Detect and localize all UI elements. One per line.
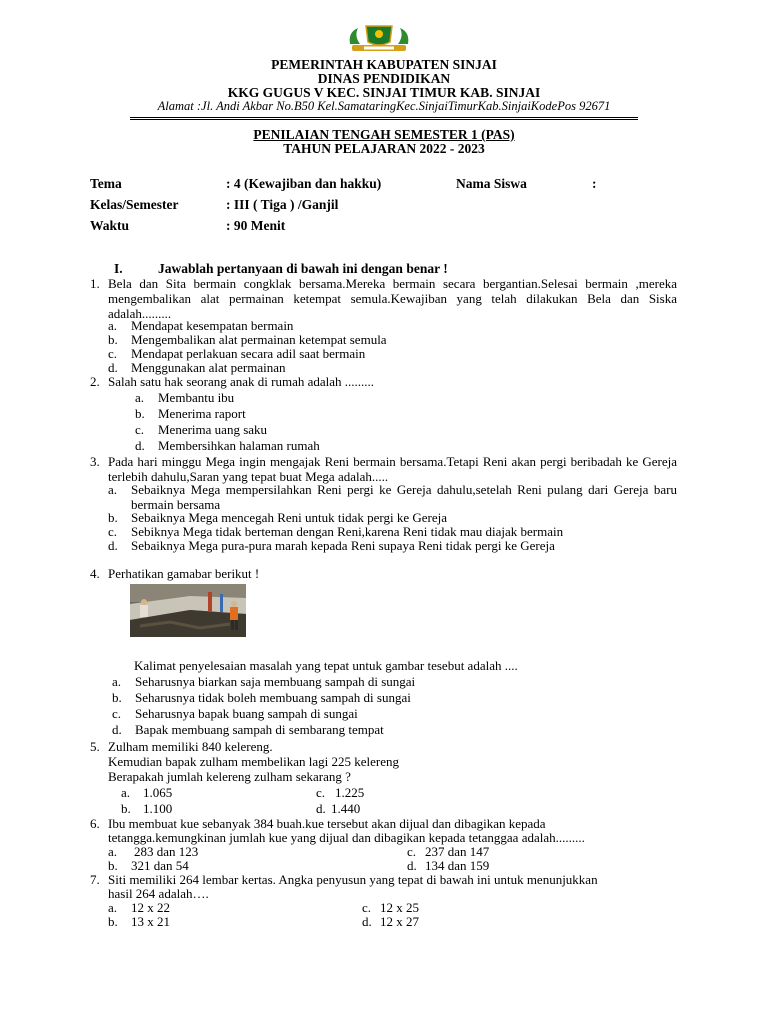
q2-opt-b: Menerima raport [158,406,246,421]
q7-opt-b: 13 x 21 [131,914,170,929]
q2-opt-d: Membersihkan halaman rumah [158,438,320,453]
q6-opt-a-key: a. [108,844,118,859]
q1-opt-c-key: c. [108,346,118,361]
q7-opt-b-key: b. [108,914,118,929]
q6-number: 6. [90,816,100,831]
kop-line-1: PEMERINTAH KABUPATEN SINJAI [271,57,497,72]
q2-opt-d-key: d. [135,438,145,453]
q4-opt-c-key: c. [112,706,122,721]
q5-opt-c-key: c. [316,785,326,800]
q1-opt-d: Menggunakan alat permainan [131,360,286,375]
q3-opt-a: Sebaiknya Mega mempersilahkan Reni pergi ke Gereja dahulu,setelah Reni pulang dari Gereja baru bermain bersama [131,482,677,512]
q3-opt-b: Sebaiknya Mega mencegah Reni untuk tidak pergi ke Gereja [131,510,447,525]
kop-address: Alamat :Jl. Andi Akbar No.B50 Kel.SamataringKec.SinjaiTimurKab.SinjaiKodePos 92671 [157,99,611,113]
q6-opt-b: 321 dan 54 [131,858,189,873]
kop-divider [130,117,638,120]
q4-opt-d: Bapak membuang sampah di sembarang tempat [135,722,384,737]
q2-number: 2. [90,374,100,389]
q1-opt-a-key: a. [108,318,118,333]
q7-opt-c: 12 x 25 [380,900,419,915]
q7-opt-a-key: a. [108,900,118,915]
q7-line-1: Siti memiliki 264 lembar kertas. Angka penyusun yang tepat di bawah ini untuk menunjukkan [108,872,598,887]
nama-siswa-label: Nama Siswa [456,176,527,191]
q5-opt-a: 1.065 [143,785,173,800]
q3-opt-b-key: b. [108,510,118,525]
tema-value: : 4 (Kewajiban dan hakku) [226,176,382,191]
q4-number: 4. [90,566,100,581]
q5-opt-b-key: b. [121,801,131,816]
q5-number: 5. [90,739,100,754]
q4-opt-a-key: a. [112,674,122,689]
q5-opt-a-key: a. [121,785,131,800]
section-number: I. [114,261,123,276]
kop-line-2: DINAS PENDIDIKAN [317,71,451,86]
tema-label: Tema [90,176,122,191]
q3-opt-d-key: d. [108,538,118,553]
q2-opt-b-key: b. [135,406,145,421]
section-title: Jawablah pertanyaan di bawah ini dengan benar ! [158,261,448,276]
q2-opt-c-key: c. [135,422,145,437]
q1-opt-d-key: d. [108,360,118,375]
q4-prompt: Kalimat penyelesaian masalah yang tepat untuk gambar tesebut adalah .... [134,658,518,673]
q1-number: 1. [90,276,100,291]
q4-opt-d-key: d. [112,722,122,737]
q6-opt-a: 283 dan 123 [134,844,199,859]
q5-line-3: Berapakah jumlah kelereng zulham sekarang ? [108,769,351,784]
q1-opt-b-key: b. [108,332,118,347]
q6-opt-d-key: d. [407,858,417,873]
q7-opt-a: 12 x 22 [131,900,170,915]
q2-opt-a: Membantu ibu [158,390,235,405]
q6-line-2: tetangga.kemungkinan jumlah kue yang dijual dan dibagikan kepada tetanggaa adalah......... [108,830,585,845]
q2-text: Salah satu hak seorang anak di rumah adalah ......... [108,374,375,389]
waktu-value: : 90 Menit [226,218,286,233]
q2-opt-c: Menerima uang saku [158,422,268,437]
q6-opt-b-key: b. [108,858,118,873]
regency-logo [344,24,414,54]
q6-line-1: Ibu membuat kue sebanyak 384 buah.kue tersebut akan dijual dan dibagikan kepada [108,816,546,831]
q3-opt-c: Sebiknya Mega tidak berteman dengan Reni,karena Reni tidak mau diajak bermain [131,524,564,539]
q5-line-1: Zulham memiliki 840 kelereng. [108,739,273,754]
exam-year: TAHUN PELAJARAN 2022 - 2023 [283,141,485,156]
waktu-label: Waktu [90,218,130,233]
q1-text: Bela dan Sita bermain congklak bersama.Mereka bermain secara bergantian.Selesai bermain ,mereka mengembalikan alat permainan ketempat semula.Kewajiban yang telah dilakukan Bela dan Siska adalah......... [108,276,677,321]
q2-opt-a-key: a. [135,390,145,405]
q7-opt-d-key: d. [362,914,372,929]
kop-line-3: KKG GUGUS V KEC. SINJAI TIMUR KAB. SINJAI [227,85,541,100]
q4-opt-b: Seharusnya tidak boleh membuang sampah di sungai [135,690,411,705]
kelas-value: : III ( Tiga ) /Ganjil [226,197,339,212]
q7-opt-d: 12 x 27 [380,914,419,929]
river-trash-photo [130,584,246,637]
q6-opt-c-key: c. [407,844,417,859]
q1-opt-b: Mengembalikan alat permainan ketempat semula [131,332,387,347]
q5-opt-b: 1.100 [143,801,173,816]
q1-opt-a: Mendapat kesempatan bermain [131,318,294,333]
q1-opt-c: Mendapat perlakuan secara adil saat bermain [131,346,366,361]
q5-opt-d: 1.440 [331,801,361,816]
q5-line-2: Kemudian bapak zulham membelikan lagi 225 kelereng [108,754,399,769]
q3-text: Pada hari minggu Mega ingin mengajak Reni bermain bersama.Tetapi Reni akan pergi beribadah ke Gereja terlebih dahulu,Saran yang tepat buat Mega adalah..... [108,454,677,484]
q4-text: Perhatikan gamabar berikut ! [108,566,260,581]
q6-opt-d: 134 dan 159 [425,858,490,873]
q4-opt-a: Seharusnya biarkan saja membuang sampah di sungai [135,674,416,689]
q3-number: 3. [90,454,100,469]
kelas-label: Kelas/Semester [90,197,179,212]
q7-line-2: hasil 264 adalah…. [108,886,209,901]
q4-opt-c: Seharusnya bapak buang sampah di sungai [135,706,358,721]
q6-opt-c: 237 dan 147 [425,844,490,859]
nama-siswa-value: : [592,176,597,191]
q7-opt-c-key: c. [362,900,372,915]
q5-opt-d-key: d. [316,801,326,816]
q7-number: 7. [90,872,100,887]
q3-opt-d: Sebaiknya Mega pura-pura marah kepada Reni supaya Reni tidak pergi ke Gereja [131,538,555,553]
q3-opt-c-key: c. [108,524,118,539]
q3-opt-a-key: a. [108,482,118,497]
exam-title: PENILAIAN TENGAH SEMESTER 1 (PAS) [253,127,515,142]
q5-opt-c: 1.225 [335,785,365,800]
q4-opt-b-key: b. [112,690,122,705]
